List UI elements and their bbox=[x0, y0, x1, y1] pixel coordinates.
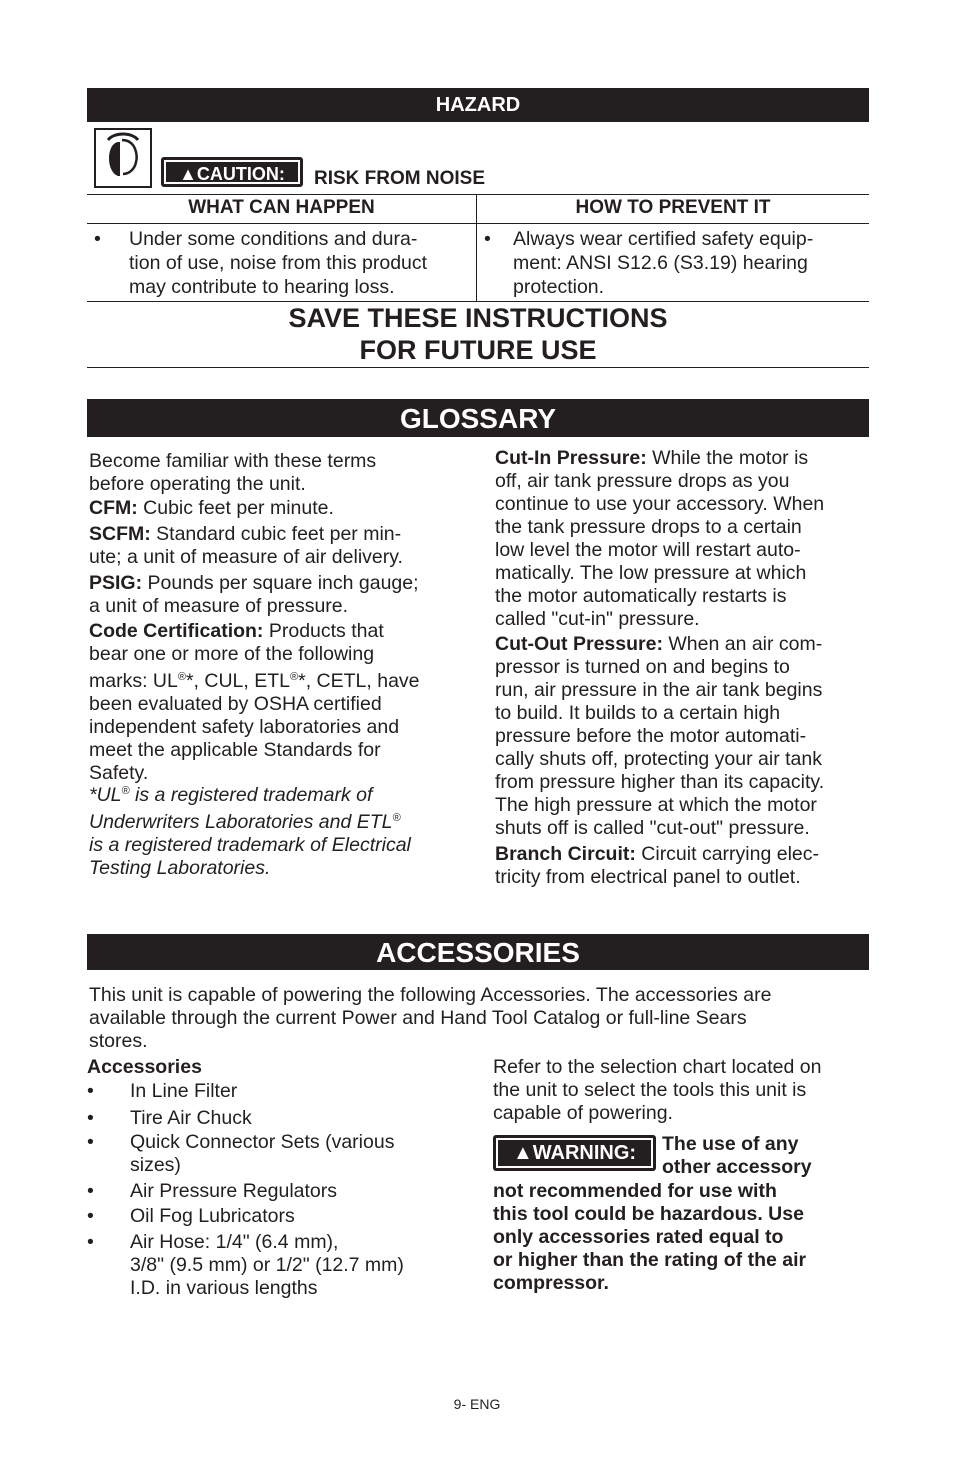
col-what-can-happen: WHAT CAN HAPPEN bbox=[188, 197, 375, 218]
list-item-text: Air Hose: 1/4" (6.4 mm), 3/8" (9.5 mm) or 1/2" (12.7 mm) I.D. in various lengths bbox=[130, 1231, 404, 1299]
glossary-psig bbox=[89, 572, 459, 618]
bullet: • bbox=[87, 1107, 94, 1129]
alert-triangle-icon: ▲ bbox=[512, 1142, 533, 1164]
save-bottom-rule bbox=[87, 367, 869, 368]
bullet: • bbox=[87, 1131, 94, 1153]
bullet: • bbox=[94, 228, 101, 250]
accessories-list-heading: Accessories bbox=[87, 1056, 202, 1078]
registered-mark: ® bbox=[177, 671, 186, 683]
glossary-cfm bbox=[89, 497, 459, 520]
definition: *, CETL, have been evaluated by OSHA certified independent safety laboratories and meet the applicable Standards for Safety. bbox=[89, 670, 420, 784]
list-item-text: Oil Fog Lubricators bbox=[130, 1205, 295, 1227]
term: Code Certification: bbox=[89, 620, 264, 642]
page-number: 9- ENG bbox=[453, 1396, 501, 1412]
caution-badge bbox=[161, 157, 303, 187]
ear-protection-icon bbox=[94, 128, 152, 188]
glossary-header: GLOSSARY bbox=[87, 399, 869, 437]
footnote-text: *UL bbox=[89, 784, 122, 806]
definition: Circuit carrying elec- tricity from electrical panel to outlet. bbox=[495, 843, 819, 888]
term: Branch Circuit: bbox=[495, 843, 636, 865]
table-header-rule bbox=[87, 223, 869, 224]
list-item-text: Quick Connector Sets (various sizes) bbox=[130, 1131, 395, 1176]
accessories-refer-text: Refer to the selection chart located on the unit to select the tools this unit is capable of powering. bbox=[493, 1056, 822, 1124]
registered-mark: ® bbox=[290, 671, 299, 683]
term: Cut-Out Pressure: bbox=[495, 633, 663, 655]
term: SCFM: bbox=[89, 523, 151, 545]
definition: Standard cubic feet per min- ute; a unit of measure of air delivery. bbox=[89, 523, 403, 568]
term: CFM: bbox=[89, 497, 138, 519]
prevent-text: Always wear certified safety equip- ment: ANSI S12.6 (S3.19) hearing protection. bbox=[513, 228, 814, 298]
save-instructions-heading bbox=[87, 302, 869, 366]
definition: Pounds per square inch gauge; a unit of measure of pressure. bbox=[89, 572, 419, 617]
risk-title: RISK FROM NOISE bbox=[314, 168, 486, 189]
what-text: Under some conditions and dura- tion of use, noise from this product may contribute to hearing loss. bbox=[129, 228, 428, 298]
footnote-text: is a registered trademark of Electrical Testing Laboratories. bbox=[89, 834, 411, 879]
registered-mark: ® bbox=[392, 812, 401, 824]
warning-text-top: The use of any other accessory bbox=[662, 1133, 812, 1178]
table-top-rule bbox=[87, 194, 869, 195]
warning-badge bbox=[493, 1135, 656, 1171]
glossary-intro: Become familiar with these terms before operating the unit. bbox=[89, 450, 377, 495]
definition: Products that bear one or more of the following marks: UL bbox=[89, 620, 384, 692]
glossary-cut-in bbox=[495, 447, 867, 631]
glossary-scfm bbox=[89, 523, 459, 569]
bullet: • bbox=[87, 1205, 94, 1227]
accessories-intro: This unit is capable of powering the following Accessories. The accessories are available through the current Power and Hand Tool Catalog or full-line Sears stores. bbox=[89, 984, 772, 1052]
glossary-branch-circuit bbox=[495, 843, 867, 889]
save-line-2: FOR FUTURE USE bbox=[359, 335, 597, 365]
glossary-cut-out bbox=[495, 633, 867, 840]
bullet: • bbox=[87, 1231, 94, 1253]
term: PSIG: bbox=[89, 572, 143, 594]
glossary-code-certification bbox=[89, 620, 464, 785]
bullet: • bbox=[87, 1180, 94, 1202]
glossary-trademark-footnote bbox=[89, 780, 464, 880]
save-line-1: SAVE THESE INSTRUCTIONS bbox=[288, 303, 668, 333]
warning-text-bottom: not recommended for use with this tool could be hazardous. Use only accessories rated equal to or higher than the rating of the air compressor. bbox=[493, 1180, 807, 1294]
bullet: • bbox=[87, 1080, 94, 1102]
list-item-text: In Line Filter bbox=[130, 1080, 238, 1102]
definition: Cubic feet per minute. bbox=[137, 497, 334, 519]
footnote-text: is a registered trademark of Underwriters Laboratories and ETL bbox=[89, 784, 393, 833]
caution-label: CAUTION: bbox=[196, 164, 285, 184]
accessories-header: ACCESSORIES bbox=[87, 934, 869, 970]
hazard-header: HAZARD bbox=[87, 88, 869, 122]
definition: While the motor is off, air tank pressure drops as you continue to use your accessory. When the tank pressure drops to a certain low level the motor will restart auto- matically. The low pressure at which the motor automatically restarts is called "cut-in" pressure. bbox=[495, 447, 825, 630]
bullet: • bbox=[484, 228, 491, 250]
term: Cut-In Pressure: bbox=[495, 447, 647, 469]
warning-label: WARNING: bbox=[532, 1142, 637, 1164]
registered-mark: ® bbox=[121, 785, 130, 797]
definition: When an air com- pressor is turned on and begins to run, air pressure in the air tank begins to build. It builds to a certain high pressure before the motor automati- cally shuts off, protecting your air tank from pressure higher than its capacity. The high pressure at which the motor shuts off is called "cut-out" pressure. bbox=[495, 633, 825, 839]
col-how-to-prevent: HOW TO PREVENT IT bbox=[575, 197, 771, 218]
definition: *, CUL, ETL bbox=[185, 670, 291, 692]
list-item-text: Air Pressure Regulators bbox=[130, 1180, 337, 1202]
list-item-text: Tire Air Chuck bbox=[130, 1107, 252, 1129]
alert-triangle-icon: ▲ bbox=[179, 164, 197, 184]
